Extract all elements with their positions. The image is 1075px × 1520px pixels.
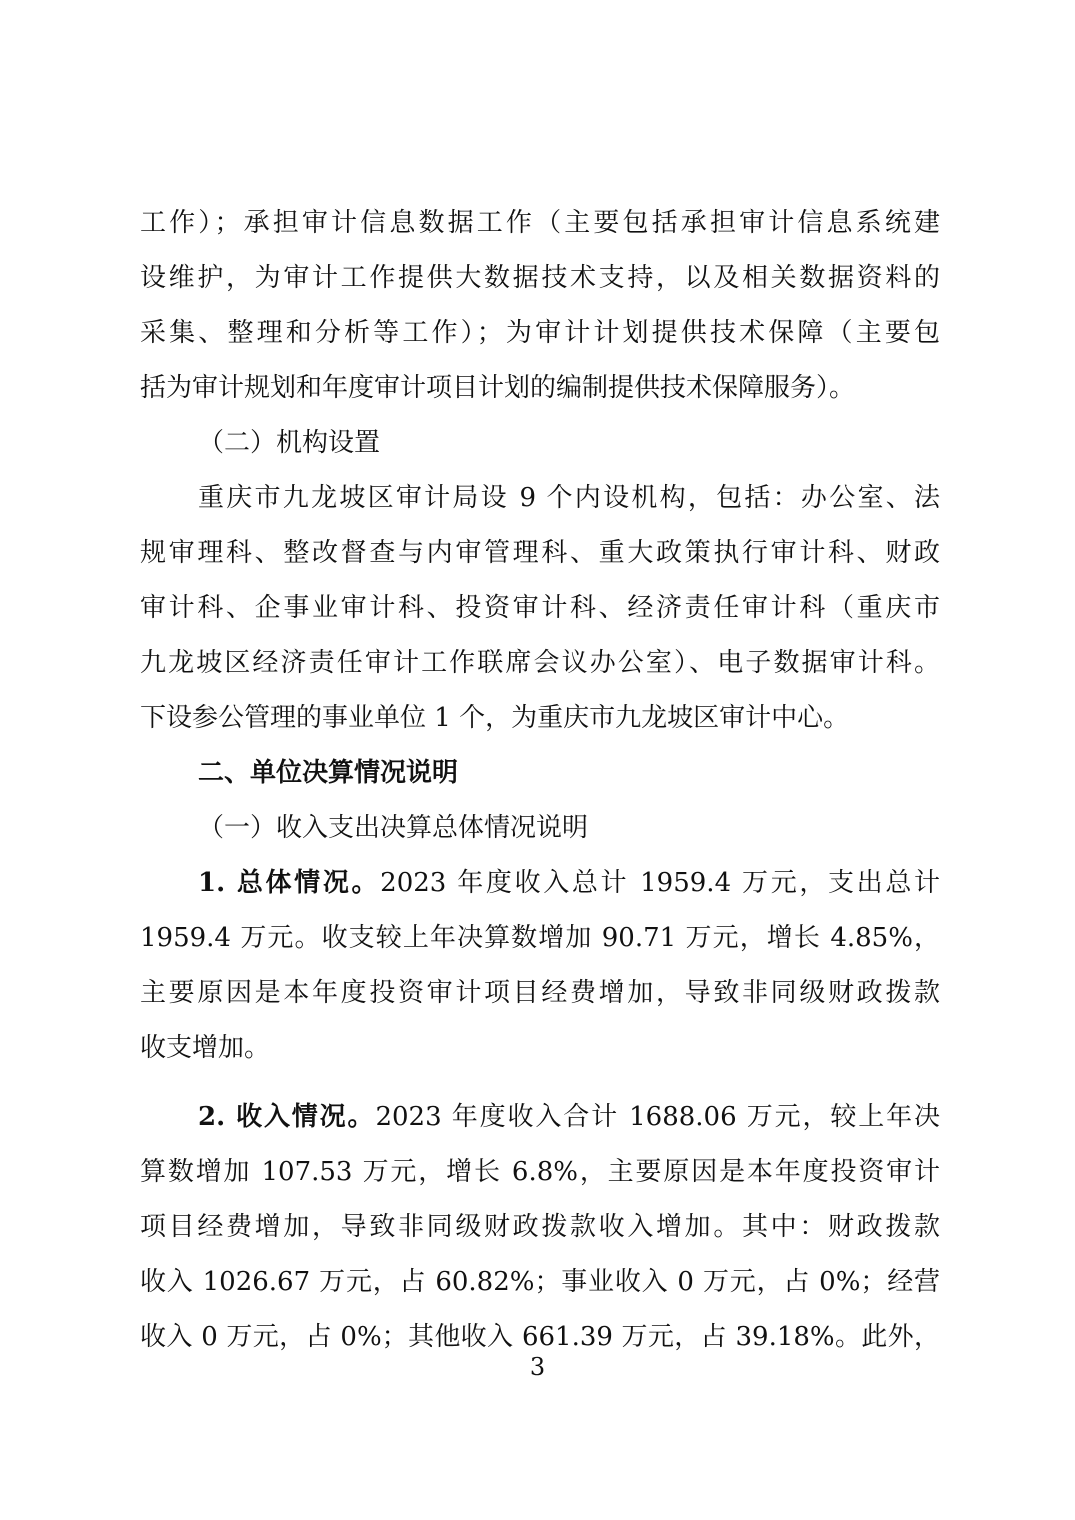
overall-paragraph bbox=[140, 856, 940, 1076]
text-line: 算数增加 107.53 万元，增长 6.8%，主要原因是本年度投资审计 bbox=[140, 1157, 940, 1187]
section-two-heading: 二、单位决算情况说明 bbox=[198, 758, 459, 788]
text-line: 主要原因是本年度投资审计项目经费增加，导致非同级财政拨款 bbox=[140, 978, 940, 1008]
overall-label: 1. 总体情况。 bbox=[198, 868, 381, 898]
text-line: 收支增加。 bbox=[140, 1033, 271, 1063]
section-two-subheading: （一）收入支出决算总体情况说明 bbox=[198, 813, 589, 843]
income-line-rest: 2023 年度收入合计 1688.06 万元，较上年决 bbox=[375, 1102, 940, 1132]
text-line: 收入 0 万元，占 0%；其他收入 661.39 万元，占 39.18%。此外， bbox=[140, 1322, 940, 1352]
intro-paragraph bbox=[140, 196, 940, 416]
overall-line-rest: 2023 年度收入总计 1959.4 万元，支出总计 bbox=[380, 868, 940, 898]
text-line: 下设参公管理的事业单位 1 个，为重庆市九龙坡区审计中心。 bbox=[140, 703, 850, 733]
text-line: 收入 1026.67 万元，占 60.82%；事业收入 0 万元，占 0%；经营 bbox=[140, 1267, 940, 1297]
text-line: 工作）；承担审计信息数据工作（主要包括承担审计信息系统建 bbox=[140, 208, 940, 238]
text-line: 设维护，为审计工作提供大数据技术支持，以及相关数据资料的 bbox=[140, 263, 940, 293]
text-line: 采集、整理和分析等工作）；为审计计划提供技术保障（主要包 bbox=[140, 318, 940, 348]
text-line bbox=[140, 856, 940, 911]
paragraph-gap bbox=[140, 1076, 940, 1090]
page-number: 3 bbox=[529, 1353, 546, 1381]
text-line: 规审理科、整改督查与内审管理科、重大政策执行审计科、财政 bbox=[140, 538, 940, 568]
text-line: 九龙坡区经济责任审计工作联席会议办公室）、电子数据审计科。 bbox=[140, 648, 940, 678]
text-line: 项目经费增加，导致非同级财政拨款收入增加。其中：财政拨款 bbox=[140, 1212, 940, 1242]
income-label: 2. 收入情况。 bbox=[198, 1102, 376, 1132]
text-line: 重庆市九龙坡区审计局设 9 个内设机构，包括：办公室、法 bbox=[198, 483, 940, 513]
org-section-heading: （二）机构设置 bbox=[198, 428, 381, 458]
text-line: 1959.4 万元。收支较上年决算数增加 90.71 万元，增长 4.85%， bbox=[140, 923, 940, 953]
text-line: 审计科、企事业审计科、投资审计科、经济责任审计科（重庆市 bbox=[140, 593, 940, 623]
text-line bbox=[140, 1090, 940, 1145]
org-paragraph bbox=[140, 471, 940, 746]
income-paragraph bbox=[140, 1090, 940, 1365]
text-line: 括为审计规划和年度审计项目计划的编制提供技术保障服务）。 bbox=[140, 373, 856, 403]
page-body bbox=[140, 196, 940, 1365]
